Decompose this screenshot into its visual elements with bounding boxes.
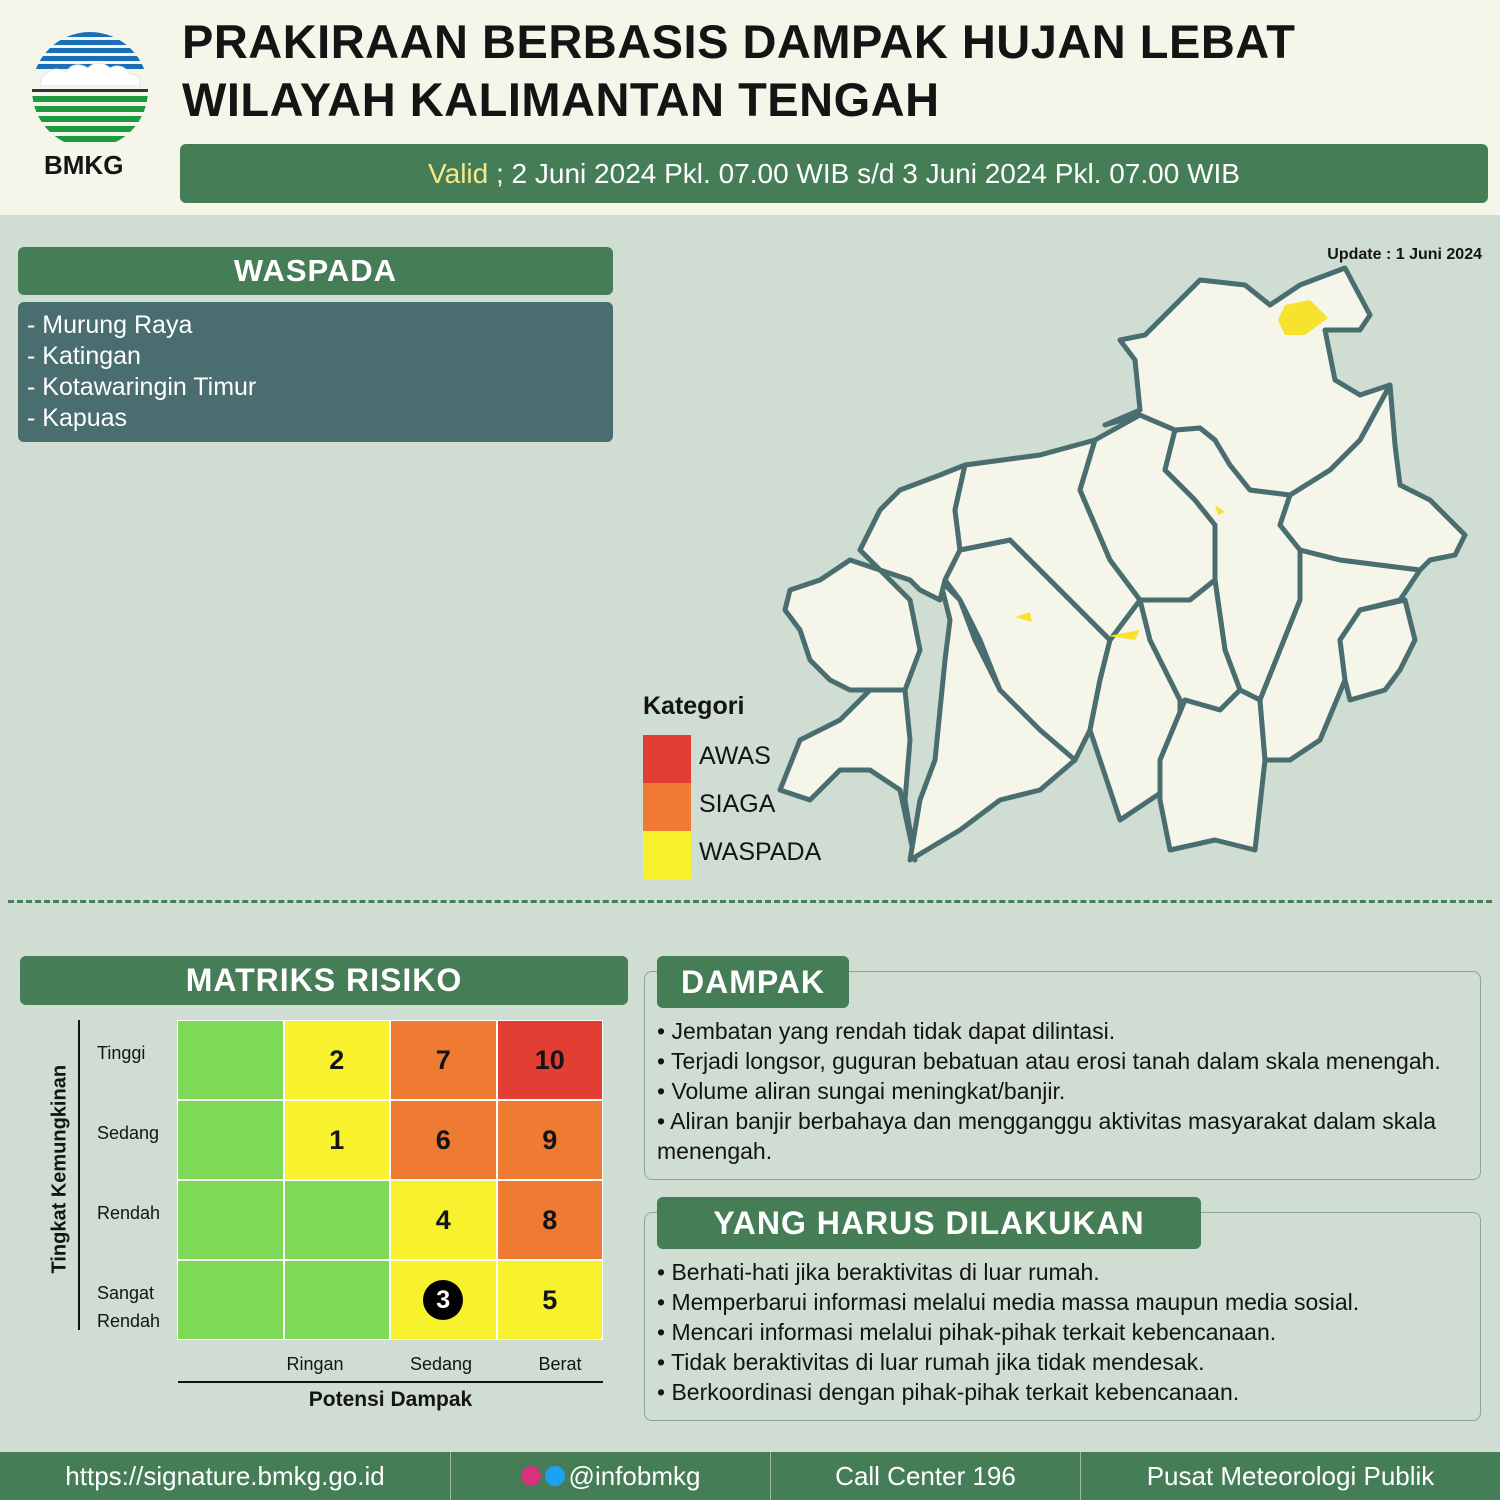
- todo-item: • Tidak beraktivitas di luar rumah jika tidak mendesak.: [657, 1349, 1205, 1375]
- y-axis-line: [78, 1020, 80, 1330]
- footer-website-link[interactable]: https://signature.bmkg.go.id: [65, 1461, 385, 1491]
- todo-item: • Memperbarui informasi melalui media massa maupun media sosial.: [657, 1289, 1360, 1315]
- matrix-cell: [497, 1180, 604, 1260]
- row-label-sedang: Sedang: [97, 1123, 160, 1143]
- matrix-cell-value: 9: [542, 1124, 558, 1155]
- col-label-ringan: Ringan: [286, 1354, 344, 1374]
- section-divider: [8, 900, 1492, 903]
- matrix-cell-value: 2: [329, 1044, 345, 1075]
- valid-period-banner: [180, 144, 1488, 203]
- todo-header: YANG HARUS DILAKUKAN: [657, 1197, 1201, 1249]
- legend-label-waspada: WASPADA: [699, 838, 822, 866]
- legend-swatch-awas: [643, 735, 691, 783]
- logo-text: BMKG: [44, 150, 124, 180]
- todo-item: • Berkoordinasi dengan pihak-pihak terkait kebencanaan.: [657, 1379, 1240, 1405]
- page-title-line2: WILAYAH KALIMANTAN TENGAH: [182, 73, 940, 126]
- row-label-sangat-rendah: Sangat Rendah: [97, 1283, 161, 1331]
- matrix-cell: [177, 1020, 284, 1100]
- todo-item: • Mencari informasi melalui pihak-pihak terkait kebencanaan.: [657, 1319, 1277, 1345]
- legend-label-awas: AWAS: [699, 742, 771, 770]
- valid-period-text: ; 2 Juni 2024 Pkl. 07.00 WIB s/d 3 Juni 2024 Pkl. 07.00 WIB: [488, 158, 1240, 189]
- dampak-item: • Terjadi longsor, guguran bebatuan atau erosi tanah dalam skala menengah.: [657, 1048, 1441, 1074]
- page-title-line1: PRAKIRAAN BERBASIS DAMPAK HUJAN LEBAT: [182, 15, 1296, 68]
- current-risk-marker: 3: [423, 1280, 463, 1320]
- bmkg-logo-icon: [30, 30, 150, 150]
- matrix-cell-value: 4: [435, 1204, 451, 1235]
- legend-swatch-waspada: [643, 831, 691, 879]
- x-axis-label: Potensi Dampak: [308, 1388, 473, 1411]
- risk-matrix-grid: [177, 1020, 603, 1340]
- footer-bar: [0, 1452, 1500, 1500]
- matrix-cell: [284, 1180, 391, 1260]
- col-label-berat: Berat: [538, 1354, 582, 1374]
- map-region: [785, 560, 920, 690]
- bmkg-logo: [30, 30, 150, 150]
- update-date: Update : 1 Juni 2024: [1327, 246, 1482, 263]
- matrix-cell: [284, 1260, 391, 1340]
- province-map: [760, 260, 1480, 875]
- matrix-cell: [284, 1100, 391, 1180]
- todo-item: • Berhati-hati jika beraktivitas di luar rumah.: [657, 1259, 1100, 1285]
- matrix-cell-value: 7: [435, 1044, 451, 1075]
- instagram-icon: [521, 1466, 541, 1486]
- valid-label: Valid: [428, 158, 489, 189]
- region-item: - Kapuas: [27, 404, 128, 432]
- row-label-tinggi: Tinggi: [97, 1043, 146, 1063]
- matrix-cell: [497, 1260, 604, 1340]
- legend-swatch-siaga: [643, 783, 691, 831]
- dampak-item: • Volume aliran sungai meningkat/banjir.: [657, 1078, 1066, 1104]
- matrix-cell-value: 5: [542, 1284, 558, 1315]
- matrix-cell: [497, 1020, 604, 1100]
- matrix-header: MATRIKS RISIKO: [20, 956, 628, 1005]
- dampak-item: • Jembatan yang rendah tidak dapat dilintasi.: [657, 1018, 1116, 1044]
- matrix-cell: [177, 1260, 284, 1340]
- legend-title: Kategori: [643, 692, 745, 720]
- matrix-cell: [177, 1100, 284, 1180]
- footer-call-center: Call Center 196: [835, 1461, 1016, 1491]
- col-label-sedang: Sedang: [409, 1354, 473, 1374]
- dampak-item: • Aliran banjir berbahaya dan mengganggu aktivitas masyarakat dalam skala menengah.: [657, 1108, 1437, 1164]
- row-label-rendah: Rendah: [97, 1203, 161, 1223]
- matrix-cell: [390, 1100, 497, 1180]
- twitter-icon: [545, 1466, 565, 1486]
- matrix-cell: [284, 1020, 391, 1100]
- map-svg: [760, 260, 1480, 870]
- matrix-cell: [390, 1180, 497, 1260]
- footer-social[interactable]: [451, 1452, 770, 1500]
- waspada-header: WASPADA: [18, 247, 613, 295]
- matrix-cell-value: 6: [435, 1124, 451, 1155]
- footer-org: Pusat Meteorologi Publik: [1146, 1461, 1435, 1491]
- matrix-cell: [177, 1180, 284, 1260]
- region-item: - Katingan: [27, 342, 141, 370]
- dampak-header: DAMPAK: [657, 956, 849, 1008]
- region-item: - Kotawaringin Timur: [27, 373, 257, 401]
- legend-label-siaga: SIAGA: [699, 790, 776, 818]
- matrix-cell-value: 10: [534, 1044, 565, 1075]
- matrix-cell-value: 8: [542, 1204, 558, 1235]
- region-item: - Murung Raya: [27, 311, 193, 339]
- waspada-region-list: [18, 302, 613, 442]
- matrix-cell: [390, 1020, 497, 1100]
- matrix-cell: [497, 1100, 604, 1180]
- footer-social-handle: @infobmkg: [568, 1461, 701, 1491]
- map-region: [780, 690, 915, 860]
- matrix-cell: [390, 1260, 497, 1340]
- x-axis-line: [178, 1381, 603, 1383]
- matrix-cell-value: 1: [329, 1124, 345, 1155]
- y-axis-label: Tingkat Kemungkinan: [48, 1064, 71, 1274]
